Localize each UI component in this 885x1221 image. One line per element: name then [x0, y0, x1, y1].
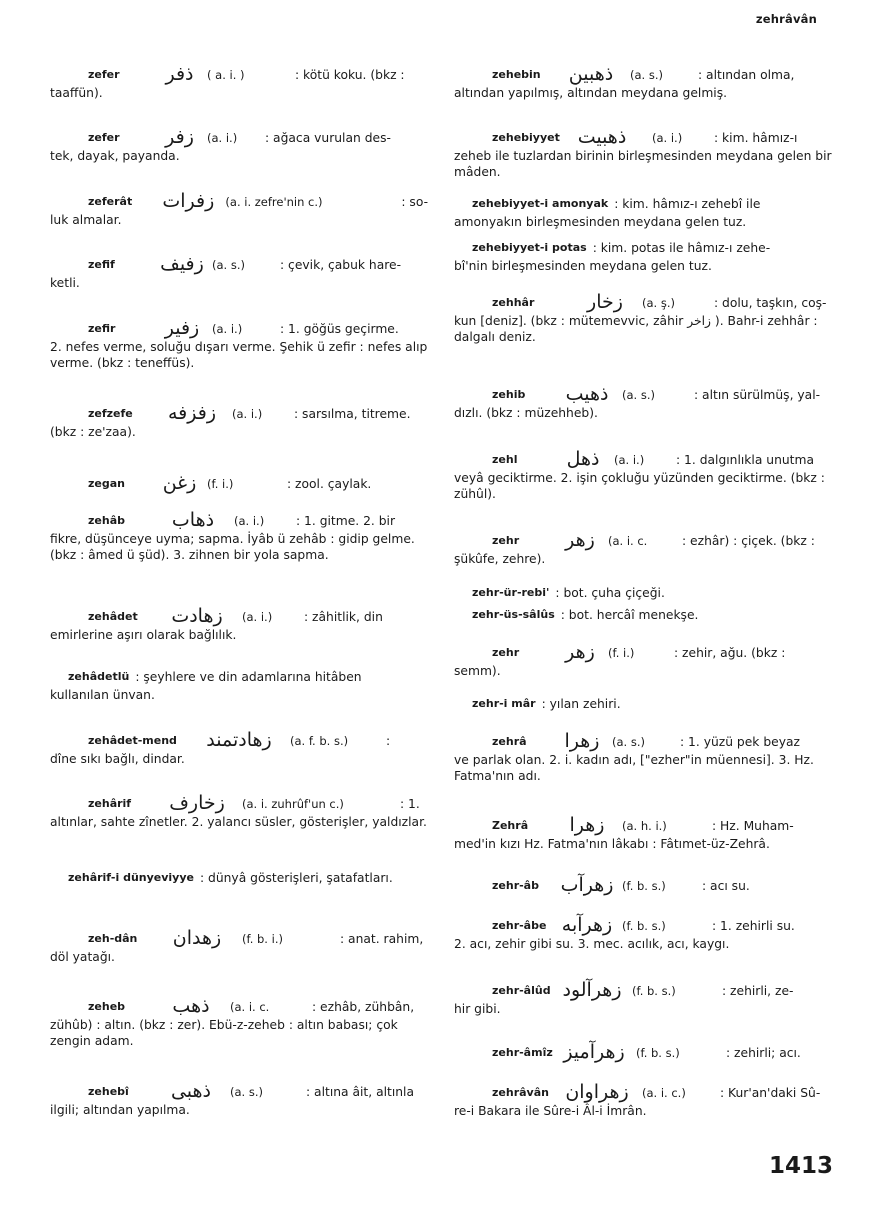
- entry-headword: zehl: [492, 453, 518, 466]
- dictionary-entry: [454, 729, 834, 784]
- entry-headword: zehrâvân: [492, 1086, 549, 1099]
- dictionary-entry: [454, 813, 834, 853]
- entry-first-line: [50, 728, 428, 750]
- entry-first-line: [454, 813, 834, 835]
- entry-first-line: [454, 239, 834, 257]
- entry-first-line: [454, 1080, 834, 1102]
- dictionary-entry: [50, 728, 428, 768]
- entry-headword: zehr-âbe: [492, 919, 547, 932]
- entry-headword: zegan: [88, 477, 125, 490]
- dictionary-entry: [50, 252, 428, 292]
- entry-first-line: [454, 695, 834, 713]
- entry-headword: zehârif-i dünyeviyye: [68, 871, 194, 884]
- entry-definition-continued: şükûfe, zehre).: [454, 552, 546, 566]
- entry-grammar-tag: (a. i. c.): [642, 1086, 686, 1100]
- entry-first-line: [50, 1079, 428, 1101]
- dictionary-entry: [454, 195, 834, 231]
- entry-grammar-tag: (f. b. s.): [622, 919, 666, 933]
- entry-definition-start: : şeyhlere ve din adamlarına hitâben: [135, 670, 362, 684]
- dictionary-entry: [454, 606, 834, 624]
- entry-arabic-script: ذهیب: [565, 383, 609, 405]
- entry-arabic-script: زهرآلود: [562, 979, 622, 1001]
- entry-first-line: [50, 791, 428, 813]
- dictionary-entry: [454, 978, 834, 1018]
- entry-definition-start: : dolu, taşkın, coş-: [714, 296, 827, 310]
- entry-definition-start: : zehir, ağu. (bkz :: [674, 646, 786, 660]
- entry-headword: zehr-i mâr: [472, 697, 536, 710]
- entry-grammar-tag: (f. b. s.): [636, 1046, 680, 1060]
- entry-headword: zehr-üs-sâlûs: [472, 608, 555, 621]
- entry-arabic-script: ذهب: [172, 995, 210, 1017]
- entry-headword: zefzefe: [88, 407, 133, 420]
- dictionary-entry: [454, 584, 834, 602]
- entry-first-line: [454, 125, 834, 147]
- entry-headword: zehr-âb: [492, 879, 539, 892]
- entry-definition-start: : çevik, çabuk hare-: [280, 258, 402, 272]
- entry-headword: zehebiyyet: [492, 131, 560, 144]
- entry-headword: zehâb: [88, 514, 125, 527]
- dictionary-entry: [50, 401, 428, 441]
- entry-first-line: [454, 873, 834, 895]
- entry-definition-start: : sarsılma, titreme.: [294, 407, 411, 421]
- dictionary-entry: [454, 447, 834, 502]
- entry-grammar-tag: (a. i. zuhrûf'un c.): [242, 797, 344, 811]
- dictionary-entry: [50, 125, 428, 165]
- dictionary-entry: [454, 528, 834, 568]
- entry-definition-start: : anat. rahim,: [340, 932, 424, 946]
- entry-arabic-script: زهادتمند: [206, 729, 272, 751]
- entry-definition-continued: veyâ geciktirme. 2. işin çokluğu yüzünden geciktirme. (bkz : zühûl).: [454, 471, 825, 501]
- entry-first-line: [50, 668, 428, 686]
- dictionary-entry: [50, 668, 428, 704]
- entry-definition-continued: ilgili; altından yapılma.: [50, 1103, 190, 1117]
- entry-grammar-tag: (f. b. i.): [242, 932, 283, 946]
- entry-definition-continued: semm).: [454, 664, 501, 678]
- entry-grammar-tag: (f. b. s.): [622, 879, 666, 893]
- dictionary-entry: [454, 913, 834, 953]
- dictionary-entry: [50, 994, 428, 1049]
- entry-definition-start: : kim. hâmız-ı: [714, 131, 798, 145]
- entry-definition-continued: luk almalar.: [50, 213, 122, 227]
- dictionary-entry: [50, 926, 428, 966]
- entry-definition-continued: tek, dayak, payanda.: [50, 149, 180, 163]
- entry-definition-continued: taaffün).: [50, 86, 103, 100]
- entry-headword: Zehrâ: [492, 819, 529, 832]
- entry-definition-start: : ezhâr) : çiçek. (bkz :: [682, 534, 815, 548]
- left-column: [50, 0, 428, 1221]
- entry-arabic-script: زهرآبه: [561, 914, 613, 936]
- entry-definition-continued: altından yapılmış, altından meydana gelmiş.: [454, 86, 728, 100]
- entry-headword: zehâdet: [88, 610, 138, 623]
- entry-grammar-tag: (a. s.): [622, 388, 655, 402]
- entry-arabic-script: ذهبین: [568, 63, 614, 85]
- entry-headword: zehr: [492, 646, 520, 659]
- entry-headword: zehr: [492, 534, 520, 547]
- entry-headword: zefir: [88, 322, 116, 335]
- entry-first-line: [50, 994, 428, 1016]
- entry-arabic-script: زهدان: [172, 927, 222, 949]
- entry-definition-continued: emirlerine aşırı olarak bağlılık.: [50, 628, 237, 642]
- entry-first-line: [454, 640, 834, 662]
- dictionary-entry: [454, 62, 834, 102]
- entry-headword: zehebî: [88, 1085, 129, 1098]
- entry-headword: zehr-âlûd: [492, 984, 551, 997]
- entry-definition-start: : Hz. Muham-: [712, 819, 794, 833]
- entry-first-line: [50, 471, 428, 493]
- entry-definition-start: : yılan zehiri.: [541, 697, 621, 711]
- dictionary-entry: [50, 62, 428, 102]
- entry-definition-continued: hir gibi.: [454, 1002, 501, 1016]
- entry-grammar-tag: (a. i.): [232, 407, 263, 421]
- entry-definition-start: : 1. zehirli su.: [712, 919, 795, 933]
- entry-headword: zehr-ür-rebi': [472, 586, 550, 599]
- entry-definition-start: : 1. göğüs geçirme.: [280, 322, 399, 336]
- entry-first-line: [50, 508, 428, 530]
- entry-grammar-tag: (a. ş.): [642, 296, 675, 310]
- entry-definition-continued: zeheb ile tuzlardan birinin birleşmesinden meydana gelen bir mâden.: [454, 149, 832, 179]
- entry-definition-start: : altından olma,: [698, 68, 795, 82]
- entry-definition-start: : zâhitlik, din: [304, 610, 383, 624]
- entry-headword: zehârif: [88, 797, 132, 810]
- entry-headword: zehrâ: [492, 735, 527, 748]
- dictionary-entry: [50, 604, 428, 644]
- entry-headword: zehebiyyet-i amonyak: [472, 197, 609, 210]
- dictionary-entry: [454, 695, 834, 713]
- entry-grammar-tag: (f. b. s.): [632, 984, 676, 998]
- entry-arabic-script: زهرآب: [560, 874, 614, 896]
- entry-grammar-tag: (a. s.): [630, 68, 663, 82]
- entry-arabic-script: زهر: [565, 641, 595, 663]
- entry-definition-continued: fikre, düşünceye uyma; sapma. İyâb ü zehâb : gidip gelme. (bkz : âmed ü şüd). 3. zihnen bir yola sapma.: [50, 532, 415, 562]
- entry-headword: zehebin: [492, 68, 541, 81]
- dictionary-entry: [454, 125, 834, 180]
- entry-grammar-tag: (a. i. zefre'nin c.): [225, 195, 323, 209]
- entry-definition-start: : zool. çaylak.: [287, 477, 372, 491]
- entry-first-line: [50, 926, 428, 948]
- entry-first-line: [50, 125, 428, 147]
- entry-first-line: [454, 606, 834, 624]
- entry-definition-continued: (bkz : ze'zaa).: [50, 425, 136, 439]
- dictionary-entry: [454, 1080, 834, 1120]
- page-number: 1413: [768, 1153, 833, 1179]
- dictionary-entry: [50, 316, 428, 371]
- entry-grammar-tag: (a. s.): [212, 258, 245, 272]
- dictionary-entry: [454, 640, 834, 680]
- entry-arabic-script: ذهل: [566, 448, 600, 470]
- entry-grammar-tag: (f. i.): [608, 646, 635, 660]
- entry-definition-start: : 1. gitme. 2. bir: [296, 514, 396, 528]
- entry-definition-start: : kim. potas ile hâmız-ı zehe-: [592, 241, 771, 255]
- entry-first-line: [50, 252, 428, 274]
- entry-grammar-tag: (a. i.): [212, 322, 243, 336]
- entry-grammar-tag: (a. s.): [230, 1085, 263, 1099]
- entry-first-line: [50, 316, 428, 338]
- entry-first-line: [50, 869, 428, 887]
- entry-definition-start: : bot. hercâî menekşe.: [560, 608, 699, 622]
- entry-grammar-tag: (f. i.): [207, 477, 234, 491]
- entry-first-line: [454, 913, 834, 935]
- entry-arabic-script: زخار: [587, 291, 623, 313]
- entry-first-line: [454, 382, 834, 404]
- entry-arabic-script: زهراوان: [565, 1081, 629, 1103]
- entry-arabic-script: ذهبیت: [577, 126, 627, 148]
- entry-first-line: [50, 189, 428, 211]
- dictionary-entry: [454, 873, 834, 895]
- dictionary-entry: [454, 239, 834, 275]
- entry-grammar-tag: (a. i.): [652, 131, 683, 145]
- entry-definition-start: : 1. dalgınlıkla unutma: [676, 453, 814, 467]
- entry-headword: zeferât: [88, 195, 133, 208]
- entry-headword: zefer: [88, 131, 120, 144]
- entry-definition-start: : zehirli, ze-: [722, 984, 794, 998]
- dictionary-entry: [454, 382, 834, 422]
- entry-definition-continued: bî'nin birleşmesinden meydana gelen tuz.: [454, 259, 712, 273]
- entry-definition-start: : kötü koku. (bkz :: [295, 68, 405, 82]
- entry-grammar-tag: (a. i.): [614, 453, 645, 467]
- entry-arabic-script: ذفر: [165, 63, 194, 85]
- entry-first-line: [454, 62, 834, 84]
- entry-definition-start: : 1. yüzü pek beyaz: [680, 735, 800, 749]
- entry-headword: zefif: [88, 258, 115, 271]
- right-column: [454, 0, 834, 1221]
- entry-grammar-tag: (a. i.): [234, 514, 265, 528]
- entry-headword: zehâdetlü: [68, 670, 130, 683]
- dictionary-entry: [50, 189, 428, 229]
- entry-headword: zehr-âmîz: [492, 1046, 553, 1059]
- entry-headword: zeh-dân: [88, 932, 138, 945]
- entry-first-line: [454, 584, 834, 602]
- entry-headword: zehhâr: [492, 296, 535, 309]
- entry-definition-start: :: [386, 734, 391, 748]
- entry-definition-continued: kun [deniz]. (bkz : mütemevvic, zâhir زاخر ). Bahr-i zehhâr : dalgalı deniz.: [454, 314, 818, 344]
- dictionary-entry: [50, 1079, 428, 1119]
- entry-arabic-script: زهرا: [564, 730, 600, 752]
- dictionary-entry: [454, 1040, 834, 1062]
- entry-arabic-script: زهر: [565, 529, 595, 551]
- entry-headword: zehebiyyet-i potas: [472, 241, 587, 254]
- entry-definition-start: : ağaca vurulan des-: [265, 131, 391, 145]
- entry-first-line: [454, 195, 834, 213]
- running-head: zehrâvân: [755, 12, 817, 26]
- entry-definition-continued: zühûb) : altın. (bkz : zer). Ebü-z-zeheb : altın babası; çok zengin adam.: [50, 1018, 398, 1048]
- entry-first-line: [454, 1040, 834, 1062]
- entry-arabic-script: زفرات: [162, 190, 215, 212]
- entry-first-line: [454, 729, 834, 751]
- entry-headword: zeheb: [88, 1000, 126, 1013]
- entry-headword: zefer: [88, 68, 120, 81]
- entry-first-line: [50, 401, 428, 423]
- entry-definition-start: : Kur'an'daki Sû-: [720, 1086, 821, 1100]
- entry-definition-start: : zehirli; acı.: [726, 1046, 801, 1060]
- dictionary-entry: [50, 508, 428, 563]
- entry-arabic-script: زفیر: [164, 317, 200, 339]
- entry-definition-start: : ezhâb, zühbân,: [312, 1000, 415, 1014]
- entry-first-line: [454, 528, 834, 550]
- entry-definition-continued: med'in kızı Hz. Fatma'nın lâkabı : Fâtımet-üz-Zehrâ.: [454, 837, 770, 851]
- entry-definition-continued: döl yatağı.: [50, 950, 115, 964]
- entry-definition-start: : bot. çuha çiçeği.: [555, 586, 665, 600]
- entry-arabic-script: زغن: [162, 472, 197, 494]
- entry-first-line: [50, 62, 428, 84]
- entry-arabic-script: زهادت: [171, 605, 223, 627]
- entry-definition-start: : dünyâ gösterişleri, şatafatları.: [199, 871, 393, 885]
- entry-headword: zehâdet-mend: [88, 734, 177, 747]
- entry-first-line: [454, 978, 834, 1000]
- entry-definition-continued: 2. nefes verme, soluğu dışarı verme. Şehik ü zefir : nefes alıp verme. (bkz : teneffüs).: [50, 340, 428, 370]
- entry-arabic-script: زخارف: [169, 792, 225, 814]
- entry-first-line: [454, 447, 834, 469]
- entry-arabic-script: ذهبی: [170, 1080, 212, 1102]
- entry-definition-start: : so-: [401, 195, 429, 209]
- entry-arabic-script: زفیف: [160, 253, 204, 275]
- entry-grammar-tag: (a. i.): [242, 610, 273, 624]
- entry-grammar-tag: (a. s.): [612, 735, 645, 749]
- entry-grammar-tag: (a. h. i.): [622, 819, 667, 833]
- entry-definition-continued: altınlar, sahte zînetler. 2. yalancı süsler, gösterişler, yaldızlar.: [50, 815, 427, 829]
- entry-definition-start: : altına âit, altınla: [306, 1085, 415, 1099]
- entry-definition-continued: dîne sıkı bağlı, dindar.: [50, 752, 185, 766]
- entry-definition-start: : kim. hâmız-ı zehebî ile: [614, 197, 761, 211]
- entry-definition-continued: dızlı. (bkz : müzehheb).: [454, 406, 598, 420]
- entry-definition-continued: ve parlak olan. 2. i. kadın adı, ["ezher"in müennesi]. 3. Hz. Fatma'nın adı.: [454, 753, 814, 783]
- entry-arabic-script: زفزفه: [167, 402, 216, 424]
- entry-definition-continued: 2. acı, zehir gibi su. 3. mec. acılık, acı, kaygı.: [454, 937, 730, 951]
- entry-grammar-tag: (a. f. b. s.): [290, 734, 349, 748]
- entry-grammar-tag: (a. i.): [207, 131, 238, 145]
- entry-arabic-script: زفر: [165, 126, 194, 148]
- entry-headword: zehib: [492, 388, 526, 401]
- entry-first-line: [50, 604, 428, 626]
- entry-definition-start: : 1.: [400, 797, 420, 811]
- dictionary-entry: [50, 791, 428, 831]
- entry-first-line: [454, 290, 834, 312]
- entry-arabic-script: ذهاب: [171, 509, 215, 531]
- dictionary-entry: [50, 869, 428, 887]
- entry-definition-start: : altın sürülmüş, yal-: [694, 388, 821, 402]
- entry-definition-continued: re-i Bakara ile Sûre-i Âl-i İmrân.: [454, 1104, 647, 1118]
- dictionary-entry: [50, 471, 428, 493]
- entry-definition-continued: amonyakın birleşmesinden meydana gelen tuz.: [454, 215, 747, 229]
- entry-grammar-tag: (a. i. c.: [230, 1000, 270, 1014]
- entry-definition-start: : acı su.: [702, 879, 750, 893]
- entry-grammar-tag: ( a. i. ): [207, 68, 245, 82]
- entry-arabic-script: زهرا: [569, 814, 605, 836]
- entry-grammar-tag: (a. i. c.: [608, 534, 648, 548]
- entry-arabic-script: زهرآمیز: [563, 1041, 625, 1063]
- dictionary-entry: [454, 290, 834, 345]
- entry-definition-continued: kullanılan ünvan.: [50, 688, 155, 702]
- entry-definition-continued: ketli.: [50, 276, 80, 290]
